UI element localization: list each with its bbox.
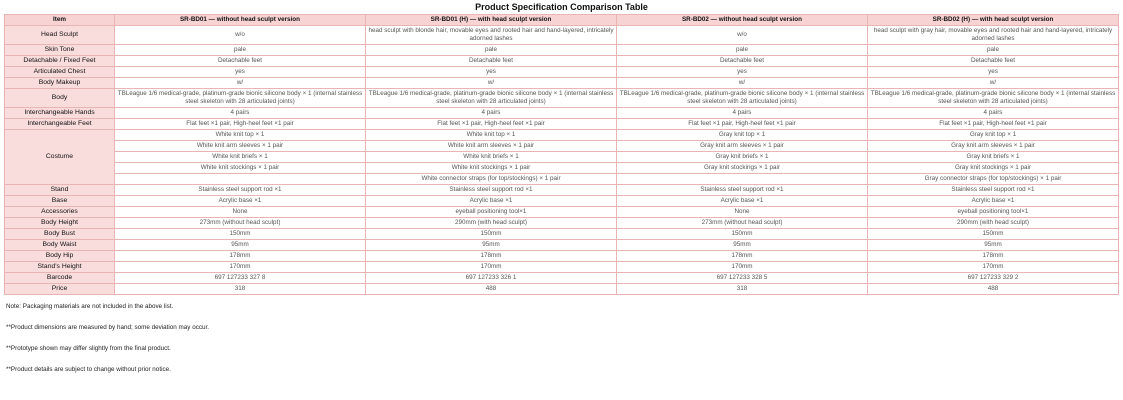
- table-row: [5, 273, 1119, 284]
- header-sr-bd02: SR-BD02 — without head sculpt version: [617, 15, 868, 26]
- table-cell: 4 pairs: [366, 108, 617, 119]
- table-row: [5, 251, 1119, 262]
- table-cell: 318: [115, 284, 366, 295]
- row-label: Skin Tone: [5, 45, 115, 56]
- table-cell: 150mm: [868, 229, 1119, 240]
- table-cell: Gray knit arm sleeves × 1 pair: [617, 141, 868, 152]
- table-cell: Acrylic base ×1: [617, 196, 868, 207]
- table-cell: 178mm: [115, 251, 366, 262]
- table-cell: head sculpt with blonde hair, movable eyes and rooted hair and hand-layered, intricately adorned lashes: [366, 26, 617, 45]
- table-cell: Flat feet ×1 pair, High-heel feet ×1 pair: [366, 119, 617, 130]
- row-label: Interchangeable Feet: [5, 119, 115, 130]
- row-label: Detachable / Fixed Feet: [5, 56, 115, 67]
- table-cell: Flat feet ×1 pair, High-heel feet ×1 pair: [868, 119, 1119, 130]
- table-cell: Detachable feet: [366, 56, 617, 67]
- table-cell: Flat feet ×1 pair, High-heel feet ×1 pair: [115, 119, 366, 130]
- note-line: **Prototype shown may differ slightly from the final product.: [6, 345, 171, 352]
- table-row: [5, 141, 1119, 152]
- row-label: Head Sculpt: [5, 26, 115, 45]
- table-cell: w/o: [617, 26, 868, 45]
- header-item: Item: [5, 15, 115, 26]
- table-row: [5, 89, 1119, 108]
- table-cell: 273mm (without head sculpt): [115, 218, 366, 229]
- table-cell: yes: [617, 67, 868, 78]
- table-cell: TBLeague 1/6 medical-grade, platinum-grade bionic silicone body × 1 (internal stainless steel skeleton with 28 articulated joints): [617, 89, 868, 108]
- table-cell: White knit stockings × 1 pair: [115, 163, 366, 174]
- table-cell: pale: [115, 45, 366, 56]
- row-label: Accessories: [5, 207, 115, 218]
- table-cell: Stainless steel support rod ×1: [115, 185, 366, 196]
- table-cell: 697 127233 329 2: [868, 273, 1119, 284]
- row-label: Body Makeup: [5, 78, 115, 89]
- table-cell: Acrylic base ×1: [115, 196, 366, 207]
- table-row: [5, 163, 1119, 174]
- table-cell: Acrylic base ×1: [366, 196, 617, 207]
- table-cell: [115, 174, 366, 185]
- table-cell: yes: [868, 67, 1119, 78]
- table-cell: Detachable feet: [115, 56, 366, 67]
- table-cell: Detachable feet: [868, 56, 1119, 67]
- note-line: **Product dimensions are measured by hand; some deviation may occur.: [6, 324, 210, 331]
- table-cell: 95mm: [868, 240, 1119, 251]
- table-row: [5, 119, 1119, 130]
- note-line: Note: Packaging materials are not included in the above list.: [6, 303, 174, 310]
- table-row: [5, 229, 1119, 240]
- table-cell: Stainless steel support rod ×1: [366, 185, 617, 196]
- row-label: Body Hip: [5, 251, 115, 262]
- table-cell: w/o: [115, 26, 366, 45]
- table-row: [5, 174, 1119, 185]
- table-cell: 178mm: [366, 251, 617, 262]
- table-cell: 170mm: [868, 262, 1119, 273]
- table-cell: 150mm: [617, 229, 868, 240]
- table-row: [5, 240, 1119, 251]
- table-cell: 95mm: [617, 240, 868, 251]
- note-line: **Product details are subject to change without prior notice.: [6, 366, 171, 373]
- row-label: Stand's Height: [5, 262, 115, 273]
- table-cell: White knit briefs × 1: [115, 152, 366, 163]
- table-cell: Gray knit briefs × 1: [617, 152, 868, 163]
- notes: [6, 301, 1123, 385]
- table-cell: 95mm: [366, 240, 617, 251]
- table-row: [5, 152, 1119, 163]
- table-cell: [617, 174, 868, 185]
- table-cell: Gray connector straps (for top/stockings) × 1 pair: [868, 174, 1119, 185]
- table-cell: None: [617, 207, 868, 218]
- table-row: [5, 56, 1119, 67]
- table-row: [5, 78, 1119, 89]
- table-cell: Gray knit arm sleeves × 1 pair: [868, 141, 1119, 152]
- table-cell: Detachable feet: [617, 56, 868, 67]
- table-row: [5, 196, 1119, 207]
- table-cell: w/: [617, 78, 868, 89]
- table-row: [5, 45, 1119, 56]
- row-label: Stand: [5, 185, 115, 196]
- table-cell: Gray knit stockings × 1 pair: [617, 163, 868, 174]
- row-label: Base: [5, 196, 115, 207]
- table-cell: Stainless steel support rod ×1: [617, 185, 868, 196]
- row-label: Barcode: [5, 273, 115, 284]
- table-cell: Gray knit stockings × 1 pair: [868, 163, 1119, 174]
- table-cell: 170mm: [366, 262, 617, 273]
- table-cell: w/: [366, 78, 617, 89]
- table-cell: 697 127233 328 5: [617, 273, 868, 284]
- table-cell: Stainless steel support rod ×1: [868, 185, 1119, 196]
- table-cell: Gray knit briefs × 1: [868, 152, 1119, 163]
- table-cell: 4 pairs: [115, 108, 366, 119]
- table-cell: TBLeague 1/6 medical-grade, platinum-grade bionic silicone body × 1 (internal stainless steel skeleton with 28 articulated joints): [115, 89, 366, 108]
- table-cell: 170mm: [115, 262, 366, 273]
- header-sr-bd01: SR-BD01 — without head sculpt version: [115, 15, 366, 26]
- table-cell: 697 127233 327 8: [115, 273, 366, 284]
- row-label: Body: [5, 89, 115, 108]
- table-cell: pale: [366, 45, 617, 56]
- table-row: [5, 284, 1119, 295]
- table-cell: 150mm: [115, 229, 366, 240]
- table-cell: White knit briefs × 1: [366, 152, 617, 163]
- table-cell: 290mm (with head sculpt): [868, 218, 1119, 229]
- table-cell: yes: [115, 67, 366, 78]
- table-cell: w/: [868, 78, 1119, 89]
- table-row: [5, 26, 1119, 45]
- table-cell: Gray knit top × 1: [868, 130, 1119, 141]
- table-row: [5, 67, 1119, 78]
- table-cell: White knit top × 1: [366, 130, 617, 141]
- table-cell: TBLeague 1/6 medical-grade, platinum-grade bionic silicone body × 1 (internal stainless steel skeleton with 28 articulated joints): [868, 89, 1119, 108]
- table-cell: Gray knit top × 1: [617, 130, 868, 141]
- table-cell: 488: [868, 284, 1119, 295]
- row-label: Price: [5, 284, 115, 295]
- table-cell: 170mm: [617, 262, 868, 273]
- table-row: [5, 185, 1119, 196]
- table-cell: 273mm (without head sculpt): [617, 218, 868, 229]
- table-row: [5, 218, 1119, 229]
- table-cell: 178mm: [617, 251, 868, 262]
- table-cell: eyeball positioning tool×1: [868, 207, 1119, 218]
- table-cell: White connector straps (for top/stockings) × 1 pair: [366, 174, 617, 185]
- table-cell: 4 pairs: [617, 108, 868, 119]
- table-cell: White knit top × 1: [115, 130, 366, 141]
- table-cell: 150mm: [366, 229, 617, 240]
- row-label: Articulated Chest: [5, 67, 115, 78]
- table-row: [5, 108, 1119, 119]
- table-cell: 697 127233 326 1: [366, 273, 617, 284]
- table-cell: 178mm: [868, 251, 1119, 262]
- table-row: [5, 207, 1119, 218]
- table-cell: pale: [868, 45, 1119, 56]
- table-cell: White knit arm sleeves × 1 pair: [115, 141, 366, 152]
- spec-table: [4, 14, 1119, 295]
- header-sr-bd02-h: SR-BD02 (H) — with head sculpt version: [868, 15, 1119, 26]
- table-row: [5, 262, 1119, 273]
- table-cell: Flat feet ×1 pair, High-heel feet ×1 pair: [617, 119, 868, 130]
- table-cell: None: [115, 207, 366, 218]
- table-cell: w/: [115, 78, 366, 89]
- header-row: [5, 15, 1119, 26]
- table-title: Product Specification Comparison Table: [475, 2, 648, 12]
- row-label: Interchangeable Hands: [5, 108, 115, 119]
- table-cell: White knit arm sleeves × 1 pair: [366, 141, 617, 152]
- header-sr-bd01-h: SR-BD01 (H) — with head sculpt version: [366, 15, 617, 26]
- table-row: [5, 130, 1119, 141]
- table-cell: 290mm (with head sculpt): [366, 218, 617, 229]
- table-cell: 95mm: [115, 240, 366, 251]
- table-cell: head sculpt with gray hair, movable eyes and rooted hair and hand-layered, intricately adorned lashes: [868, 26, 1119, 45]
- row-label: Body Waist: [5, 240, 115, 251]
- row-label: Costume: [5, 130, 115, 185]
- table-cell: 488: [366, 284, 617, 295]
- row-label: Body Height: [5, 218, 115, 229]
- row-label: Body Bust: [5, 229, 115, 240]
- table-cell: TBLeague 1/6 medical-grade, platinum-grade bionic silicone body × 1 (internal stainless steel skeleton with 28 articulated joints): [366, 89, 617, 108]
- table-cell: Acrylic base ×1: [868, 196, 1119, 207]
- table-cell: yes: [366, 67, 617, 78]
- table-cell: pale: [617, 45, 868, 56]
- table-cell: eyeball positioning tool×1: [366, 207, 617, 218]
- table-cell: 4 pairs: [868, 108, 1119, 119]
- table-cell: White knit stockings × 1 pair: [366, 163, 617, 174]
- table-cell: 318: [617, 284, 868, 295]
